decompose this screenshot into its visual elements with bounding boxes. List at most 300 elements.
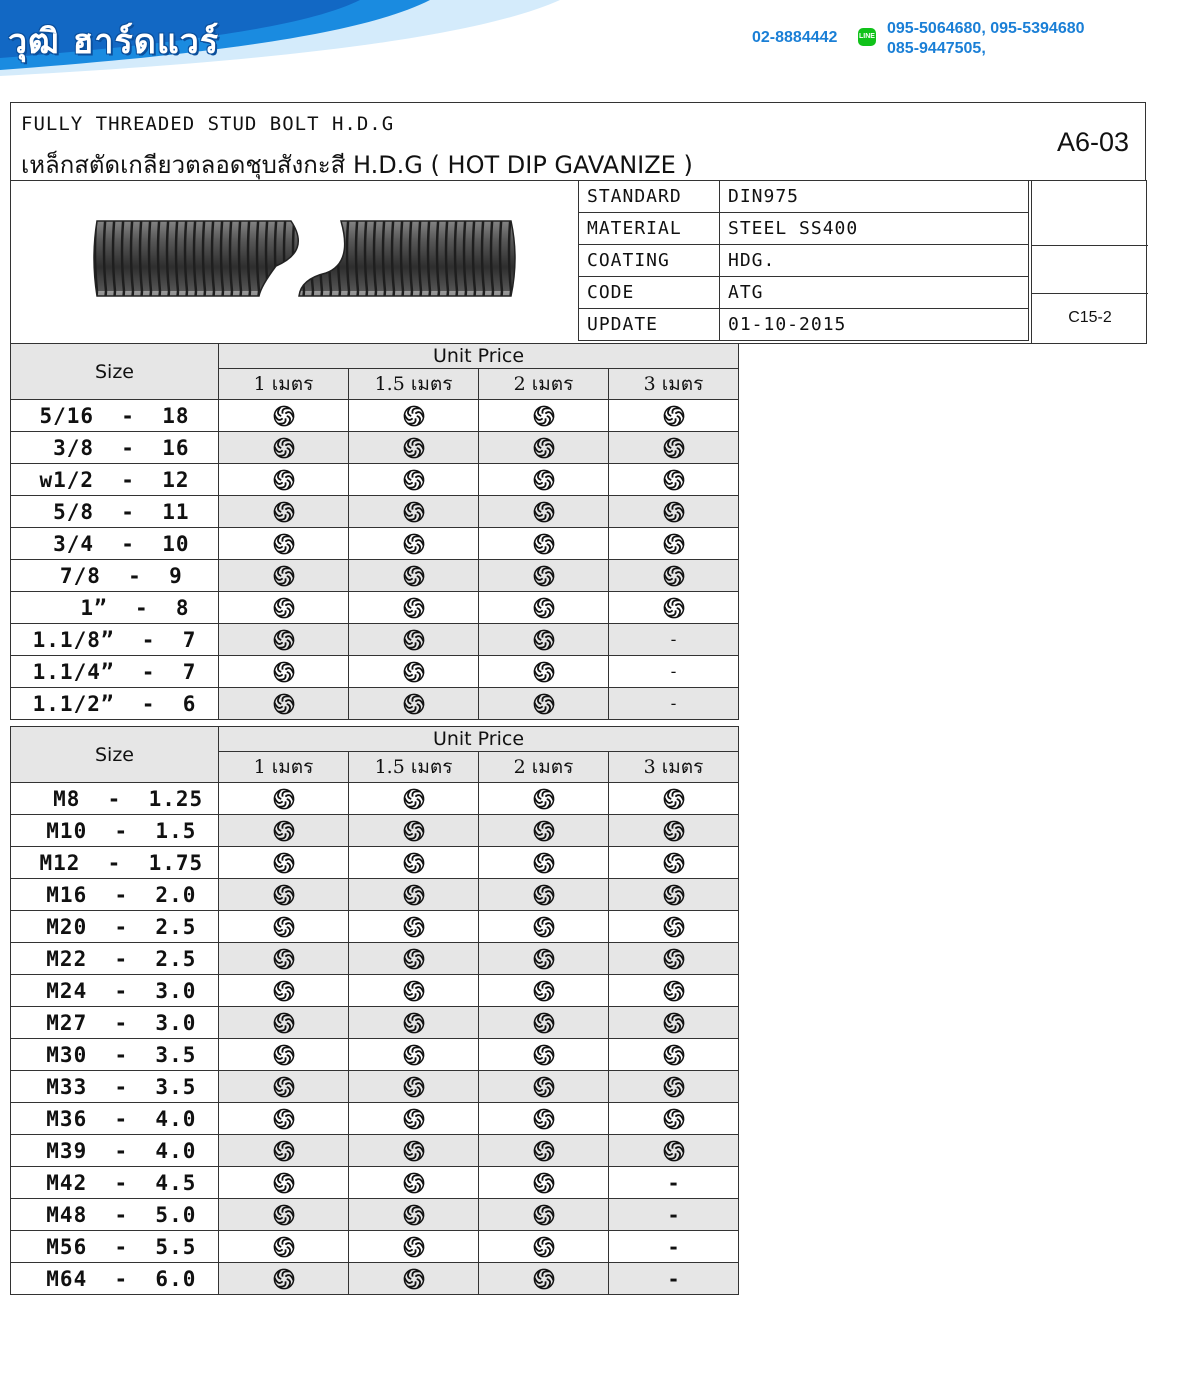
spiral-price-icon[interactable]: [273, 820, 295, 842]
length-column-header: 1 เมตร: [219, 752, 349, 783]
spiral-price-icon[interactable]: [533, 788, 555, 810]
spiral-price-icon[interactable]: [403, 437, 425, 459]
price-cell[interactable]: [219, 1039, 349, 1071]
size-cell: M22 - 2.5: [11, 943, 219, 975]
spec-row: [579, 309, 1029, 341]
spiral-price-icon[interactable]: [663, 1076, 685, 1098]
length-column-header: 2 เมตร: [479, 752, 609, 783]
table-row: [11, 1007, 739, 1039]
spec-row: [579, 213, 1029, 245]
price-cell[interactable]: [479, 1231, 609, 1263]
price-cell[interactable]: [479, 1071, 609, 1103]
size-header: Size: [11, 727, 219, 783]
spec-label: CODE: [579, 277, 720, 309]
spiral-price-icon[interactable]: [273, 884, 295, 906]
spiral-price-icon[interactable]: [533, 852, 555, 874]
price-cell[interactable]: [609, 464, 739, 496]
size-cell: M64 - 6.0: [11, 1263, 219, 1295]
spiral-price-icon[interactable]: [403, 1140, 425, 1162]
price-cell[interactable]: [349, 1071, 479, 1103]
length-column-header: 1.5 เมตร: [349, 369, 479, 400]
product-code: A6-03: [1056, 127, 1129, 157]
not-available-dash: -: [669, 1234, 678, 1259]
spiral-price-icon[interactable]: [663, 437, 685, 459]
price-table-inch: [10, 343, 739, 720]
size-cell: M10 - 1.5: [11, 815, 219, 847]
size-cell: M39 - 4.0: [11, 1135, 219, 1167]
spec-label: STANDARD: [579, 181, 720, 213]
table-row: [11, 1167, 739, 1199]
spiral-price-icon[interactable]: [403, 1236, 425, 1258]
spiral-price-icon[interactable]: [273, 1172, 295, 1194]
spiral-price-icon[interactable]: [533, 1108, 555, 1130]
side-code: C15-2: [1031, 293, 1148, 343]
price-cell[interactable]: [609, 1007, 739, 1039]
spiral-price-icon[interactable]: [273, 916, 295, 938]
not-available-dash: -: [670, 662, 677, 681]
price-cell[interactable]: [479, 1167, 609, 1199]
spiral-price-icon[interactable]: [533, 405, 555, 427]
price-cell[interactable]: [349, 496, 479, 528]
price-cell[interactable]: [219, 400, 349, 432]
product-info: [10, 180, 1147, 344]
not-available-dash: -: [669, 1170, 678, 1195]
price-cell[interactable]: [609, 560, 739, 592]
spiral-price-icon[interactable]: [273, 1076, 295, 1098]
price-cell[interactable]: [219, 1167, 349, 1199]
spiral-price-icon[interactable]: [403, 1044, 425, 1066]
table-row: [11, 624, 739, 656]
price-cell[interactable]: [219, 688, 349, 720]
price-cell[interactable]: [609, 879, 739, 911]
spiral-price-icon[interactable]: [403, 501, 425, 523]
price-cell[interactable]: [479, 1199, 609, 1231]
size-cell: M12 - 1.75: [11, 847, 219, 879]
spiral-price-icon[interactable]: [273, 980, 295, 1002]
price-cell[interactable]: [349, 464, 479, 496]
length-column-header: 2 เมตร: [479, 369, 609, 400]
price-cell[interactable]: [219, 847, 349, 879]
price-cell[interactable]: [479, 1135, 609, 1167]
spec-value: STEEL SS400: [720, 213, 1029, 245]
size-cell: M42 - 4.5: [11, 1167, 219, 1199]
price-cell: [609, 624, 739, 656]
size-header: Size: [11, 344, 219, 400]
price-cell[interactable]: [609, 975, 739, 1007]
spiral-price-icon[interactable]: [403, 1012, 425, 1034]
price-cell[interactable]: [479, 815, 609, 847]
spiral-price-icon[interactable]: [273, 1268, 295, 1290]
price-cell[interactable]: [479, 656, 609, 688]
spiral-price-icon[interactable]: [273, 565, 295, 587]
table-row: [11, 1039, 739, 1071]
table-row: [11, 464, 739, 496]
spiral-price-icon[interactable]: [533, 629, 555, 651]
spiral-price-icon[interactable]: [533, 1204, 555, 1226]
mobile-numbers-line1[interactable]: 095-5064680, 095-5394680: [887, 20, 1085, 37]
price-cell[interactable]: [349, 528, 479, 560]
price-cell[interactable]: [219, 560, 349, 592]
table-row: [11, 1263, 739, 1295]
unit-price-header: Unit Price: [219, 344, 739, 369]
price-cell[interactable]: [219, 432, 349, 464]
price-cell[interactable]: [479, 943, 609, 975]
spiral-price-icon[interactable]: [663, 405, 685, 427]
price-cell[interactable]: [609, 1103, 739, 1135]
spiral-price-icon[interactable]: [533, 597, 555, 619]
spiral-price-icon[interactable]: [533, 661, 555, 683]
spiral-price-icon[interactable]: [533, 916, 555, 938]
spiral-price-icon[interactable]: [273, 948, 295, 970]
spec-label: UPDATE: [579, 309, 720, 341]
spiral-price-icon[interactable]: [403, 948, 425, 970]
spiral-price-icon[interactable]: [403, 820, 425, 842]
price-cell[interactable]: [349, 911, 479, 943]
size-cell: 1.1/2” - 6: [11, 688, 219, 720]
not-available-dash: -: [670, 630, 677, 649]
price-cell[interactable]: [349, 847, 479, 879]
spiral-price-icon[interactable]: [663, 1140, 685, 1162]
company-logo: วุฒิ ฮาร์ดแวร์: [8, 22, 220, 62]
spiral-price-icon[interactable]: [273, 1204, 295, 1226]
price-cell[interactable]: [219, 1263, 349, 1295]
size-cell: 1.1/4” - 7: [11, 656, 219, 688]
spiral-price-icon[interactable]: [273, 1108, 295, 1130]
spiral-price-icon[interactable]: [273, 788, 295, 810]
spiral-price-icon[interactable]: [663, 820, 685, 842]
table-row: [11, 496, 739, 528]
spiral-price-icon[interactable]: [533, 1012, 555, 1034]
spiral-price-icon[interactable]: [403, 884, 425, 906]
price-cell[interactable]: [349, 975, 479, 1007]
price-cell[interactable]: [479, 528, 609, 560]
spec-table: [578, 180, 1029, 341]
table-row: [11, 783, 739, 815]
spiral-price-icon[interactable]: [403, 1108, 425, 1130]
price-cell[interactable]: [479, 432, 609, 464]
spiral-price-icon[interactable]: [533, 1236, 555, 1258]
price-cell[interactable]: [349, 1199, 479, 1231]
price-cell[interactable]: [609, 592, 739, 624]
price-cell[interactable]: [609, 911, 739, 943]
price-cell[interactable]: [219, 528, 349, 560]
table-row: [11, 879, 739, 911]
spiral-price-icon[interactable]: [273, 501, 295, 523]
size-cell: M24 - 3.0: [11, 975, 219, 1007]
spiral-price-icon[interactable]: [273, 469, 295, 491]
spiral-price-icon[interactable]: [663, 788, 685, 810]
table-row: [11, 847, 739, 879]
price-cell[interactable]: [349, 688, 479, 720]
spiral-price-icon[interactable]: [403, 980, 425, 1002]
spiral-price-icon[interactable]: [533, 820, 555, 842]
price-cell[interactable]: [609, 1071, 739, 1103]
spiral-price-icon[interactable]: [533, 980, 555, 1002]
price-cell[interactable]: [479, 688, 609, 720]
price-cell[interactable]: [479, 624, 609, 656]
price-cell[interactable]: [349, 1135, 479, 1167]
price-cell[interactable]: [219, 1231, 349, 1263]
length-column-header: 1 เมตร: [219, 369, 349, 400]
price-cell[interactable]: [349, 1231, 479, 1263]
spec-row: [579, 181, 1029, 213]
price-cell[interactable]: [609, 783, 739, 815]
price-cell[interactable]: [609, 1039, 739, 1071]
price-cell[interactable]: [349, 432, 479, 464]
spiral-price-icon[interactable]: [273, 629, 295, 651]
spec-row: [579, 277, 1029, 309]
spec-value: HDG.: [720, 245, 1029, 277]
price-cell[interactable]: [219, 624, 349, 656]
table-row: [11, 1231, 739, 1263]
spiral-price-icon[interactable]: [273, 1012, 295, 1034]
spiral-price-icon[interactable]: [273, 437, 295, 459]
price-cell: [609, 1167, 739, 1199]
price-cell[interactable]: [219, 656, 349, 688]
price-cell[interactable]: [349, 1039, 479, 1071]
spiral-price-icon[interactable]: [273, 1236, 295, 1258]
price-cell[interactable]: [609, 1135, 739, 1167]
table-row: [11, 560, 739, 592]
spiral-price-icon[interactable]: [533, 1172, 555, 1194]
price-cell: [609, 1199, 739, 1231]
price-cell[interactable]: [219, 1071, 349, 1103]
size-cell: M16 - 2.0: [11, 879, 219, 911]
table-row: [11, 528, 739, 560]
spec-label: MATERIAL: [579, 213, 720, 245]
spiral-price-icon[interactable]: [663, 852, 685, 874]
price-table-metric: [10, 726, 739, 1295]
price-cell[interactable]: [349, 1007, 479, 1039]
price-cell[interactable]: [609, 400, 739, 432]
spiral-price-icon[interactable]: [533, 501, 555, 523]
price-cell[interactable]: [219, 943, 349, 975]
price-cell[interactable]: [219, 879, 349, 911]
length-column-header: 1.5 เมตร: [349, 752, 479, 783]
price-cell: [609, 1231, 739, 1263]
price-cell[interactable]: [609, 496, 739, 528]
spiral-price-icon[interactable]: [533, 693, 555, 715]
price-cell[interactable]: [479, 464, 609, 496]
table-row: [11, 911, 739, 943]
spiral-price-icon[interactable]: [533, 533, 555, 555]
price-cell[interactable]: [609, 528, 739, 560]
size-cell: 1” - 8: [11, 592, 219, 624]
table-row: [11, 432, 739, 464]
spiral-price-icon[interactable]: [663, 565, 685, 587]
price-cell[interactable]: [479, 560, 609, 592]
spiral-price-icon[interactable]: [403, 565, 425, 587]
price-cell[interactable]: [349, 815, 479, 847]
price-cell[interactable]: [479, 592, 609, 624]
spec-row: [579, 245, 1029, 277]
size-cell: M33 - 3.5: [11, 1071, 219, 1103]
price-cell[interactable]: [479, 1039, 609, 1071]
size-cell: 3/8 - 16: [11, 432, 219, 464]
size-cell: 5/8 - 11: [11, 496, 219, 528]
price-cell[interactable]: [219, 975, 349, 1007]
price-cell[interactable]: [349, 592, 479, 624]
size-cell: M27 - 3.0: [11, 1007, 219, 1039]
table-row: [11, 815, 739, 847]
spiral-price-icon[interactable]: [533, 1044, 555, 1066]
price-cell[interactable]: [479, 783, 609, 815]
price-cell: [609, 688, 739, 720]
price-cell[interactable]: [349, 1263, 479, 1295]
price-cell[interactable]: [349, 400, 479, 432]
spiral-price-icon[interactable]: [403, 405, 425, 427]
price-cell[interactable]: [479, 879, 609, 911]
spec-value: DIN975: [720, 181, 1029, 213]
price-cell[interactable]: [609, 847, 739, 879]
price-cell[interactable]: [479, 911, 609, 943]
spiral-price-icon[interactable]: [273, 1044, 295, 1066]
spiral-price-icon[interactable]: [663, 884, 685, 906]
spiral-price-icon[interactable]: [403, 1076, 425, 1098]
table-row: [11, 1199, 739, 1231]
product-title-th: เหล็กสตัดเกลียวตลอดชุบสังกะสี H.D.G ( HOT DIP GAVANIZE ): [21, 151, 693, 179]
price-cell[interactable]: [479, 400, 609, 432]
price-cell[interactable]: [609, 943, 739, 975]
spiral-price-icon[interactable]: [273, 1140, 295, 1162]
price-cell[interactable]: [349, 783, 479, 815]
spiral-price-icon[interactable]: [533, 469, 555, 491]
price-cell[interactable]: [219, 815, 349, 847]
not-available-dash: -: [670, 694, 677, 713]
spiral-price-icon[interactable]: [403, 852, 425, 874]
price-cell[interactable]: [219, 1199, 349, 1231]
spiral-price-icon[interactable]: [273, 661, 295, 683]
mobile-numbers[interactable]: [887, 19, 1085, 59]
price-cell[interactable]: [349, 943, 479, 975]
spiral-price-icon[interactable]: [663, 916, 685, 938]
table-row: [11, 943, 739, 975]
spiral-price-icon[interactable]: [273, 852, 295, 874]
spiral-price-icon[interactable]: [533, 948, 555, 970]
spiral-price-icon[interactable]: [403, 788, 425, 810]
size-cell: w1/2 - 12: [11, 464, 219, 496]
price-cell[interactable]: [219, 464, 349, 496]
table-row: [11, 1103, 739, 1135]
product-title-en: FULLY THREADED STUD BOLT H.D.G: [21, 113, 395, 135]
price-cell[interactable]: [219, 1007, 349, 1039]
spiral-price-icon[interactable]: [533, 437, 555, 459]
spiral-price-icon[interactable]: [273, 693, 295, 715]
price-cell[interactable]: [479, 1263, 609, 1295]
size-cell: M36 - 4.0: [11, 1103, 219, 1135]
price-cell[interactable]: [349, 1103, 479, 1135]
price-cell[interactable]: [349, 560, 479, 592]
phone-number[interactable]: 02-8884442: [752, 29, 838, 46]
not-available-dash: -: [669, 1202, 678, 1227]
spec-value: 01-10-2015: [720, 309, 1029, 341]
length-column-header: 3 เมตร: [609, 369, 739, 400]
spiral-price-icon[interactable]: [663, 533, 685, 555]
spiral-price-icon[interactable]: [663, 980, 685, 1002]
spiral-price-icon[interactable]: [663, 948, 685, 970]
price-cell[interactable]: [349, 879, 479, 911]
spiral-price-icon[interactable]: [663, 1108, 685, 1130]
table-row: [11, 975, 739, 1007]
size-cell: M30 - 3.5: [11, 1039, 219, 1071]
price-cell[interactable]: [479, 1007, 609, 1039]
length-column-header: 3 เมตร: [609, 752, 739, 783]
price-cell[interactable]: [609, 432, 739, 464]
spiral-price-icon[interactable]: [663, 597, 685, 619]
spiral-price-icon[interactable]: [663, 1044, 685, 1066]
size-cell: 1.1/8” - 7: [11, 624, 219, 656]
spiral-price-icon[interactable]: [533, 1268, 555, 1290]
spiral-price-icon[interactable]: [403, 693, 425, 715]
spiral-price-icon[interactable]: [273, 597, 295, 619]
spiral-price-icon[interactable]: [403, 916, 425, 938]
unit-price-header: Unit Price: [219, 727, 739, 752]
side-box-middle: [1031, 245, 1148, 294]
table-row: [11, 1071, 739, 1103]
not-available-dash: -: [669, 1266, 678, 1291]
spec-value: ATG: [720, 277, 1029, 309]
spiral-price-icon[interactable]: [533, 1140, 555, 1162]
product-header: [10, 102, 1146, 181]
spiral-price-icon[interactable]: [663, 1012, 685, 1034]
spiral-price-icon[interactable]: [403, 661, 425, 683]
price-cell[interactable]: [479, 847, 609, 879]
stud-bolt-image: [91, 211, 521, 301]
price-cell[interactable]: [479, 1103, 609, 1135]
price-cell[interactable]: [479, 496, 609, 528]
mobile-numbers-line2[interactable]: 085-9447505,: [887, 40, 986, 57]
size-cell: 3/4 - 10: [11, 528, 219, 560]
spiral-price-icon[interactable]: [663, 469, 685, 491]
spiral-price-icon[interactable]: [533, 884, 555, 906]
line-icon: LINE: [858, 28, 876, 46]
spiral-price-icon[interactable]: [403, 629, 425, 651]
price-cell[interactable]: [349, 656, 479, 688]
spiral-price-icon[interactable]: [533, 1076, 555, 1098]
price-cell[interactable]: [219, 1103, 349, 1135]
spiral-price-icon[interactable]: [663, 501, 685, 523]
table-row: [11, 1135, 739, 1167]
price-cell[interactable]: [219, 1135, 349, 1167]
spec-label: COATING: [579, 245, 720, 277]
price-cell[interactable]: [219, 783, 349, 815]
price-cell[interactable]: [349, 624, 479, 656]
table-row: [11, 656, 739, 688]
spiral-price-icon[interactable]: [403, 597, 425, 619]
table-row: [11, 688, 739, 720]
size-cell: 7/8 - 9: [11, 560, 219, 592]
table-row: [11, 592, 739, 624]
size-cell: M20 - 2.5: [11, 911, 219, 943]
spiral-price-icon[interactable]: [403, 1268, 425, 1290]
price-cell[interactable]: [479, 975, 609, 1007]
spiral-price-icon[interactable]: [403, 469, 425, 491]
price-cell[interactable]: [349, 1167, 479, 1199]
spiral-price-icon[interactable]: [533, 565, 555, 587]
price-cell: [609, 656, 739, 688]
price-cell[interactable]: [219, 911, 349, 943]
spiral-price-icon[interactable]: [403, 1204, 425, 1226]
side-box-top: [1031, 181, 1148, 246]
spiral-price-icon[interactable]: [403, 1172, 425, 1194]
table-row: [11, 400, 739, 432]
price-cell[interactable]: [219, 592, 349, 624]
spiral-price-icon[interactable]: [403, 533, 425, 555]
spiral-price-icon[interactable]: [273, 405, 295, 427]
spiral-price-icon[interactable]: [273, 533, 295, 555]
price-cell[interactable]: [219, 496, 349, 528]
price-cell[interactable]: [609, 815, 739, 847]
